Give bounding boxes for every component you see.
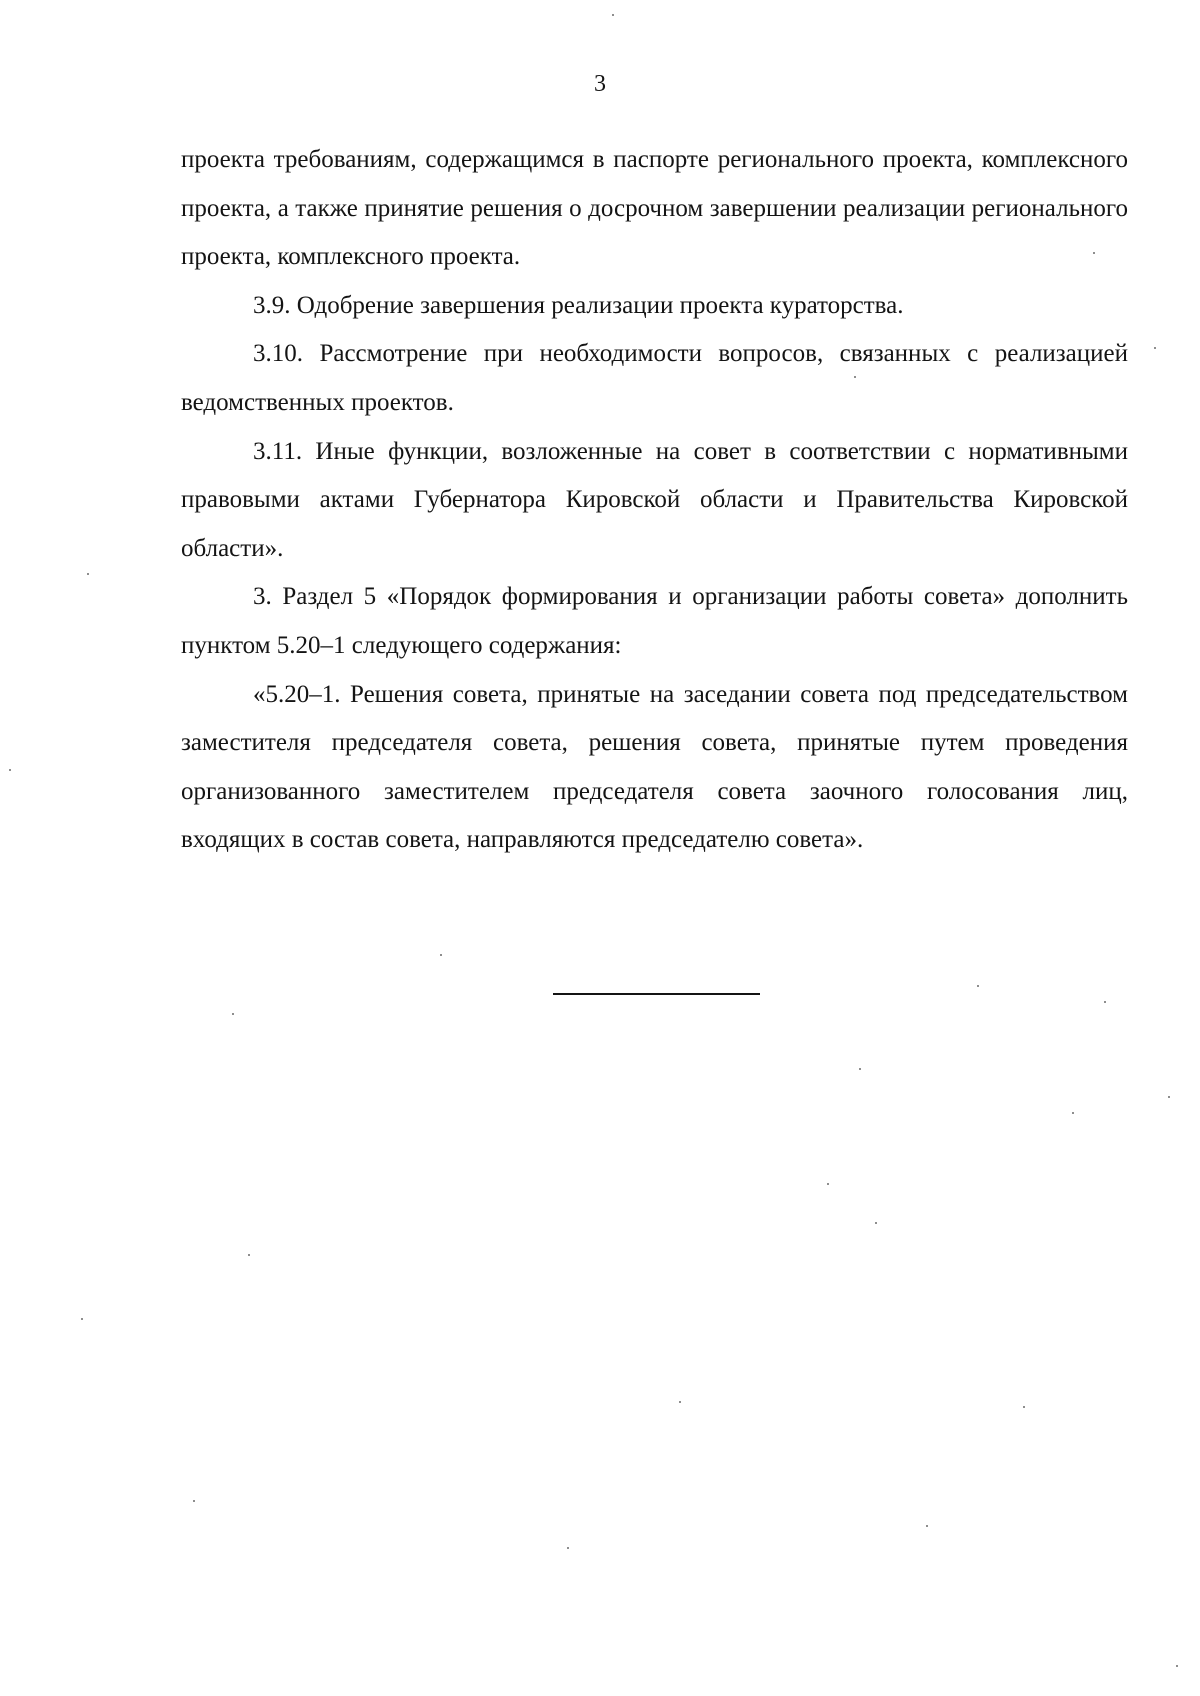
paragraph-item-3-10: 3.10. Рассмотрение при необходимости вопросов, связанных с реализацией ведомственных проектов. [181, 340, 1128, 416]
scan-speck [567, 1547, 569, 1549]
scan-speck [854, 376, 856, 378]
scan-speck [679, 1401, 681, 1403]
scan-speck [827, 1183, 829, 1185]
page-number: 3 [594, 71, 606, 97]
paragraph-item-3-11: 3.11. Иные функции, возложенные на совет в соответствии с нормативными правовыми актами Губернатора Кировской области и Правительства Кировской области». [181, 437, 1128, 562]
document-body [181, 136, 1128, 865]
closing-divider [553, 993, 760, 995]
scan-speck [87, 573, 89, 575]
scan-speck [193, 1500, 195, 1502]
scan-speck [81, 1318, 83, 1320]
scan-speck [1093, 252, 1095, 254]
scan-speck [859, 1068, 861, 1070]
scan-speck [612, 14, 614, 16]
scan-speck [232, 1013, 234, 1015]
scan-speck [440, 954, 442, 956]
scan-speck [926, 1525, 928, 1527]
paragraph-item-3-9: 3.9. Одобрение завершения реализации проекта кураторства. [253, 291, 904, 319]
scan-speck [1176, 1665, 1178, 1667]
scan-speck [248, 1254, 250, 1256]
scan-speck [1072, 1112, 1074, 1114]
scan-speck [1104, 1001, 1106, 1003]
scan-speck [1154, 347, 1156, 349]
paragraph-amendment-3: 3. Раздел 5 «Порядок формирования и организации работы совета» дополнить пунктом 5.20–1 следующего содержания: [181, 583, 1128, 659]
scan-speck [9, 769, 11, 771]
scan-speck [1023, 1406, 1025, 1408]
scan-speck [1168, 1096, 1170, 1098]
paragraph-item-5-20-1: «5.20–1. Решения совета, принятые на заседании совета под председательством заместителя председателя совета, решения совета, принятые путем проведения организованного заместителем председателя совета заочного голосования лиц, входящих в состав совета, направляются председателю совета». [181, 680, 1128, 854]
scan-speck [977, 985, 979, 987]
paragraph-continuation: проекта требованиям, содержащимся в паспорте регионального проекта, комплексного проекта, а также принятие решения о досрочном завершении реализации регионального проекта, комплексного проекта. [181, 146, 1128, 271]
scan-speck [875, 1222, 877, 1224]
